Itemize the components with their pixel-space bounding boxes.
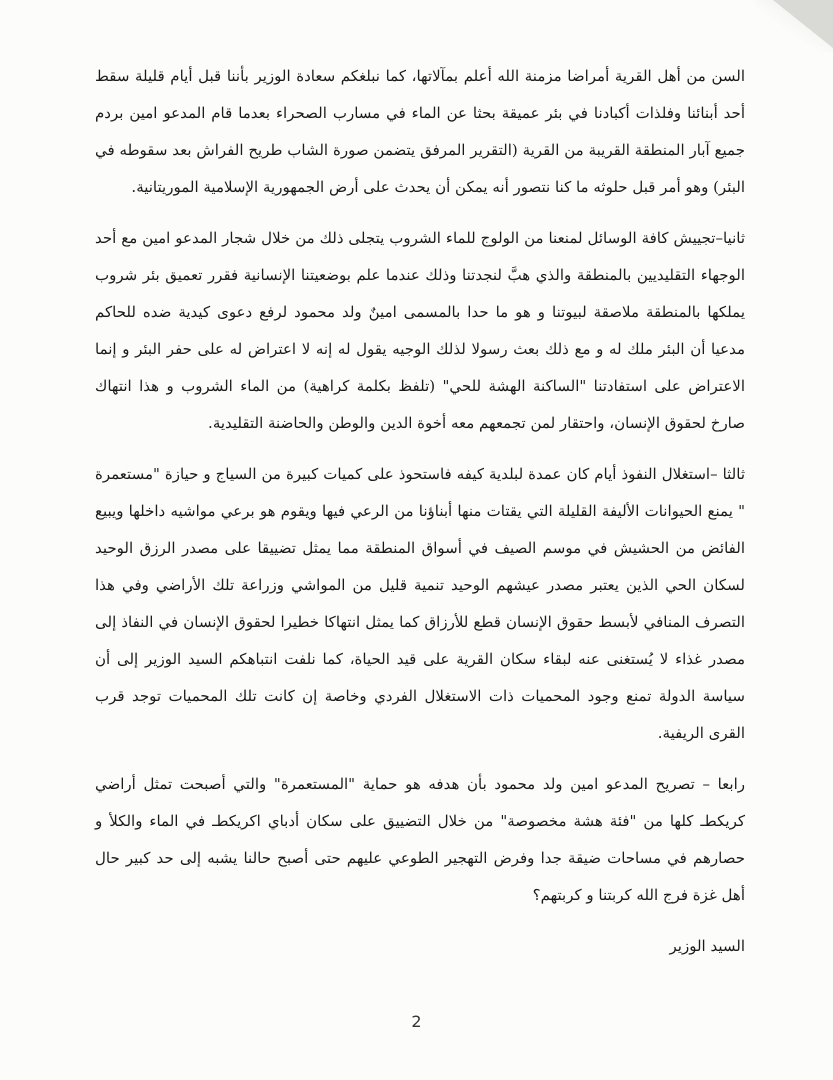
signature-line: السيد الوزير bbox=[669, 937, 745, 955]
paragraph-2: ثانيا–تجييش كافة الوسائل لمنعنا من الولوج للماء الشروب يتجلى ذلك من خلال شجار المدعو امين مع أحد الوجهاء التقليديين بالمنطقة والذي هبَّ لنجدتنا وذلك عندما علم بوضعيتنا الإنسانية فقرر تعميق بئر شروب يملكها بالمنطقة ملاصقة لبيوتنا و هو ما حدا بالمسمى امينٌ ولد محمود لرفع دعوى كيدية ضده للحاكم مدعيا أن البئر ملك له و مع ذلك بعث رسولا لذلك الوجيه يقول له إنه لا اعتراض له على حفر البئر و إنما الاعتراض على استفادتنا "الساكنة الهشة للحي" (تلفظ بكلمة كراهية) من الماء الشروب و هذا انتهاك صارخ لحقوق الإنسان، واحتقار لمن تجمعهم معه أخوة الدين والوطن والحاضنة التقليدية. bbox=[95, 229, 745, 432]
document-body bbox=[95, 58, 745, 965]
paragraph-3: ثالثا –استغلال النفوذ أيام كان عمدة لبلدية كيفه فاستحوذ على كميات كبيرة من السياج و حيازة "مستعمرة " يمنع الحيوانات الأليفة القليلة التي يقتات منها أبناؤنا من الرعي فيها ويقوم هو برعي مواشيه داخلها ويبيع الفائض من الحشيش في موسم الصيف في أسواق المنطقة مما يمثل تضييقا على مصدر الرزق الوحيد لسكان الحي الذين يعتبر مصدر عيشهم الوحيد تنمية قليل من المواشي وزراعة تلك الأراضي وفي هذا التصرف المنافي لأبسط حقوق الإنسان قطع للأرزاق كما يمثل انتهاكا خطيرا لحقوق الإنسان في النفاذ إلى مصدر غذاء لا يُستغنى عنه لبقاء سكان القرية على قيد الحياة، كما نلفت انتباهكم السيد الوزير إلى أن سياسة الدولة تمنع وجود المحميات ذات الاستغلال الفردي وخاصة إن كانت تلك المحميات توجد قرب القرى الريفية. bbox=[95, 465, 745, 742]
page-number: 2 bbox=[411, 1012, 422, 1031]
page-corner-fold bbox=[773, 0, 833, 48]
paragraph-4: رابعا – تصريح المدعو امين ولد محمود بأن هدفه هو حماية "المستعمرة" والتي أصبحت تمثل أراضي كريكطـ كلها من "فئة هشة مخصوصة" من خلال التضييق على سكان أدباي اكريكطـ في الماء والكلأ و حصارهم في مساحات ضيقة جدا وفرض التهجير الطوعي عليهم حتى أصبح حالنا يشبه إلى حد كبير حال أهل غزة فرج الله كربتنا و كربتهم؟ bbox=[95, 775, 745, 904]
paragraph-1: السن من أهل القرية أمراضا مزمنة الله أعلم بمآلاتها، كما نبلغكم سعادة الوزير بأننا قبل أيام قليلة سقط أحد أبنائنا وفلذات أكبادنا في بئر عميقة بحثا عن الماء في مسارب الصحراء بعدما قام المدعو امين بردم جميع آبار المنطقة القريبة من القرية (التقرير المرفق يتضمن صورة الشاب طريح الفراش بعد سقوطه في البئر) وهو أمر قبل حلوثه ما كنا نتصور أنه يمكن أن يحدث على أرض الجمهورية الإسلامية الموريتانية. bbox=[95, 67, 745, 196]
